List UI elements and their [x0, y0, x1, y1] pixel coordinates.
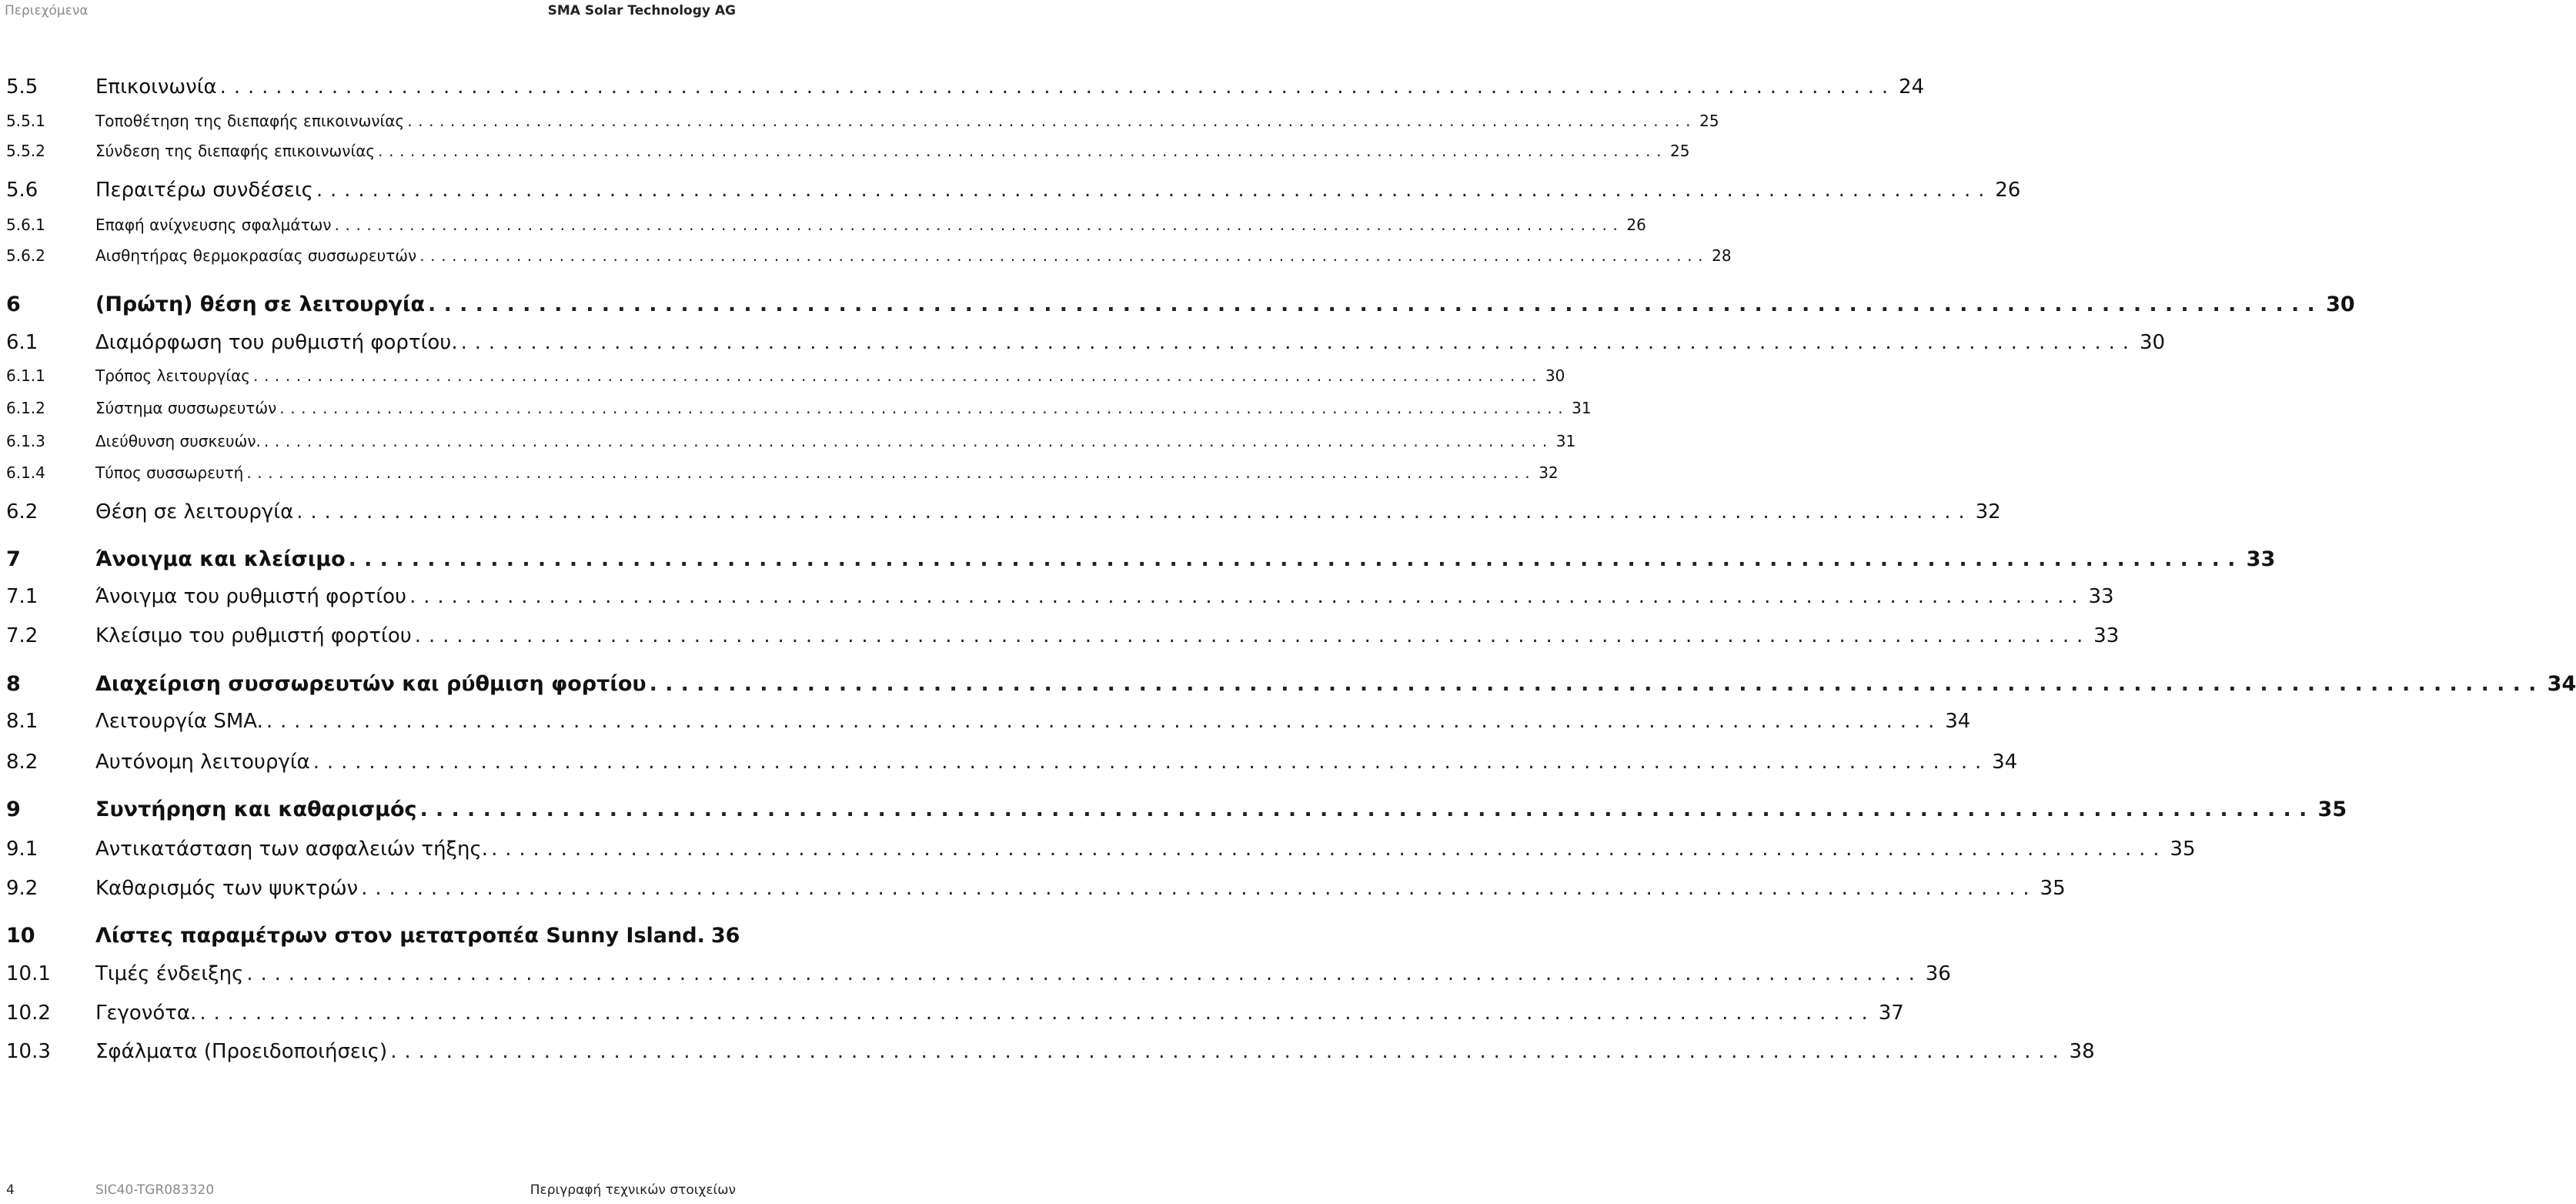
toc-entry-title: Σύστημα συσσωρευτών [95, 399, 277, 417]
toc-entry-title: Σφάλματα (Προειδοποιήσεις) [95, 1040, 388, 1063]
toc-entry-number: 6.1.1 [6, 366, 45, 385]
toc-entry-page: 34 [1992, 751, 2018, 774]
toc-dot-leader: ........................................................................................................................ [316, 179, 1993, 202]
toc-entry-title: Διεύθυνση συσκευών. [95, 432, 261, 450]
footer-doc-code: SIC40-TGR083320 [95, 1182, 215, 1198]
toc-entry-title: Αισθητήρας θερμοκρασίας συσσωρευτών [95, 246, 417, 265]
toc-dot-leader: ........................................................................................................................ [460, 331, 2137, 354]
toc-entry-page: 37 [1878, 1002, 1904, 1025]
toc-entry-page: 34 [2547, 672, 2576, 696]
page-header [0, 0, 739, 23]
toc-entry-title: Διαχείριση συσσωρευτών και ρύθμιση φορτίου [95, 672, 647, 696]
toc-dot-leader: ........................................................................................................................ [419, 246, 1709, 265]
toc-entry[interactable] [6, 798, 2347, 821]
toc-entry-page: 30 [2139, 331, 2166, 354]
toc-entry[interactable] [6, 399, 1592, 417]
toc-entry-page: 32 [1539, 463, 1559, 482]
toc-entry-number: 5.5 [6, 75, 38, 99]
toc-entry-title: (Πρώτη) θέση σε λειτουργία [95, 293, 426, 316]
toc-entry[interactable] [6, 142, 1690, 160]
toc-entry-page: 24 [1899, 75, 1925, 99]
footer-doc-type: Περιγραφή τεχνικών στοιχείων [530, 1182, 736, 1198]
toc-dot-leader: ........................................................................................................................ [219, 75, 1896, 99]
toc-entry[interactable] [6, 751, 2018, 774]
toc-entry[interactable] [6, 463, 1559, 482]
toc-entry-title: Επικοινωνία [95, 75, 217, 99]
toc-entry[interactable] [6, 924, 740, 948]
toc-entry-title: Καθαρισμός των ψυκτρών [95, 877, 359, 900]
header-section-title: Περιεχόμενα [5, 3, 89, 18]
toc-entry-number: 10.2 [6, 1002, 51, 1025]
toc-entry-number: 10 [6, 924, 35, 948]
toc-entry-page: 26 [1995, 179, 2021, 202]
toc-entry[interactable] [6, 366, 1565, 385]
toc-entry[interactable] [6, 246, 1732, 265]
toc-entry-page: 33 [2088, 585, 2114, 608]
toc-entry-title: Γεγονότα. [95, 1002, 197, 1025]
toc-entry-page: 31 [1572, 399, 1592, 417]
toc-entry-number: 10.3 [6, 1040, 51, 1063]
toc-entry-number: 5.6.1 [6, 216, 45, 234]
toc-entry-page: 26 [1626, 216, 1646, 234]
toc-dot-leader: ........................................................................................................................ [334, 216, 1624, 234]
page-footer [0, 1178, 739, 1204]
toc-entry-title: Τύπος συσσωρευτή [95, 463, 244, 482]
toc-entry[interactable] [6, 293, 2355, 316]
toc-entry-title: Αντικατάσταση των ασφαλειών τήξης. [95, 838, 489, 861]
toc-entry-number: 5.6 [6, 179, 38, 202]
toc-entry-number: 7.2 [6, 624, 38, 647]
toc-entry-title: Λίστες παραμέτρων στον μετατροπέα Sunny Island. [95, 924, 705, 948]
toc-entry-number: 6.2 [6, 500, 38, 523]
toc-dot-leader: ........................................................................................................................ [390, 1040, 2066, 1063]
toc-entry-title: Περαιτέρω συνδέσεις [95, 179, 313, 202]
toc-entry[interactable] [6, 1040, 2095, 1063]
toc-entry-page: 30 [1545, 366, 1565, 385]
toc-entry[interactable] [6, 624, 2120, 647]
toc-dot-leader: ........................................................................................................................ [296, 500, 1973, 523]
toc-entry[interactable] [6, 585, 2114, 608]
toc-entry[interactable] [6, 112, 1719, 130]
toc-entry-page: 31 [1555, 432, 1576, 450]
toc-entry-number: 8.2 [6, 751, 38, 774]
toc-dot-leader: ........................................................................................................................ [378, 142, 1668, 160]
toc-entry-title: Αυτόνομη λειτουργία [95, 751, 310, 774]
toc-dot-leader: ........................................................................................................................ [263, 432, 1553, 450]
header-company-name: SMA Solar Technology AG [547, 3, 736, 18]
toc-entry-number: 6.1.3 [6, 432, 45, 450]
toc-dot-leader: ........................................................................................................................ [312, 751, 1990, 774]
toc-entry-title: Άνοιγμα του ρυθμιστή φορτίου [95, 585, 407, 608]
toc-entry-number: 5.6.2 [6, 246, 45, 265]
toc-entry-page: 38 [2069, 1040, 2095, 1063]
toc-entry[interactable] [6, 877, 2066, 900]
toc-entry-title: Διαμόρφωση του ρυθμιστή φορτίου. [95, 331, 458, 354]
toc-entry[interactable] [6, 500, 2001, 523]
toc-entry-number: 6.1.2 [6, 399, 45, 417]
toc-entry[interactable] [6, 432, 1576, 450]
toc-entry-title: Θέση σε λειτουργία [95, 500, 294, 523]
toc-dot-leader: ........................................................................................................................ [246, 463, 1536, 482]
toc-entry[interactable] [6, 838, 2196, 861]
toc-dot-leader: ........................................................................................................................ [428, 293, 2324, 316]
toc-entry-number: 9 [6, 798, 21, 821]
toc-entry-title: Επαφή ανίχνευσης σφαλμάτων [95, 216, 332, 234]
toc-entry-page: 35 [2317, 798, 2347, 821]
toc-entry-number: 6.1 [6, 331, 38, 354]
toc-entry-number: 10.1 [6, 962, 51, 985]
toc-entry-number: 7.1 [6, 585, 38, 608]
toc-entry-number: 9.1 [6, 838, 38, 861]
toc-entry-page: 28 [1712, 246, 1732, 265]
toc-dot-leader: ........................................................................................................................ [419, 798, 2315, 821]
toc-entry-page: 35 [2040, 877, 2066, 900]
toc-dot-leader: ........................................................................................................................ [348, 547, 2244, 571]
toc-entry-number: 8.1 [6, 710, 38, 733]
toc-entry-number: 9.2 [6, 877, 38, 900]
toc-entry-number: 5.5.1 [6, 112, 45, 130]
toc-entry-number: 7 [6, 547, 21, 571]
toc-entry-page: 33 [2246, 547, 2276, 571]
toc-entry[interactable] [6, 710, 1971, 733]
toc-dot-leader: ........................................................................................................................ [279, 399, 1569, 417]
toc-dot-leader: ........................................................................................................................ [266, 710, 1943, 733]
toc-entry-title: Σύνδεση της διεπαφής επικοινωνίας [95, 142, 376, 160]
toc-entry-page: 35 [2170, 838, 2196, 861]
toc-entry-page: 25 [1699, 112, 1719, 130]
toc-entry-title: Τρόπος λειτουργίας [95, 366, 251, 385]
toc-entry[interactable] [6, 1002, 1904, 1025]
toc-entry-page: 32 [1975, 500, 2001, 523]
toc-entry-number: 8 [6, 672, 21, 696]
toc-entry-page: 36 [1925, 962, 1951, 985]
toc-entry[interactable] [6, 179, 2021, 202]
toc-entry[interactable] [6, 75, 1925, 99]
toc-entry-page: 33 [2093, 624, 2120, 647]
toc-dot-leader: ........................................................................................................................ [649, 672, 2544, 696]
toc-entry-title: Συντήρηση και καθαρισμός [95, 798, 417, 821]
toc-entry-page: 30 [2326, 293, 2355, 316]
toc-entry-page: 36 [710, 924, 740, 948]
toc-entry-page: 34 [1945, 710, 1971, 733]
footer-page-number: 4 [6, 1182, 15, 1198]
toc-entry[interactable] [6, 216, 1646, 234]
toc-dot-leader: ........................................................................................................................ [361, 877, 2037, 900]
toc-entry-number: 6 [6, 293, 21, 316]
toc-entry-title: Άνοιγμα και κλείσιμο [95, 547, 346, 571]
toc-dot-leader: ........................................................................................................................ [407, 112, 1697, 130]
toc-entry[interactable] [6, 547, 2276, 571]
toc-dot-leader: ........................................................................................................................ [491, 838, 2167, 861]
toc-entry-title: Κλείσιμο του ρυθμιστή φορτίου [95, 624, 412, 647]
toc-entry-page: 25 [1670, 142, 1690, 160]
toc-entry-title: Τοποθέτηση της διεπαφής επικοινωνίας [95, 112, 405, 130]
toc-entry-number: 5.5.2 [6, 142, 45, 160]
toc-entry-title: Τιμές ένδειξης [95, 962, 244, 985]
toc-entry-number: 6.1.4 [6, 463, 45, 482]
toc-entry[interactable] [6, 331, 2166, 354]
toc-dot-leader: ........................................................................................................................ [253, 366, 1542, 385]
toc-dot-leader: ........................................................................................................................ [199, 1002, 1876, 1025]
toc-dot-leader: ........................................................................................................................ [414, 624, 2091, 647]
toc-dot-leader: ........................................................................................................................ [246, 962, 1923, 985]
toc-entry[interactable] [6, 962, 1951, 985]
toc-entry[interactable] [6, 672, 2576, 696]
toc-entry-title: Λειτουργία SMA. [95, 710, 263, 733]
toc-dot-leader: ........................................................................................................................ [409, 585, 2086, 608]
